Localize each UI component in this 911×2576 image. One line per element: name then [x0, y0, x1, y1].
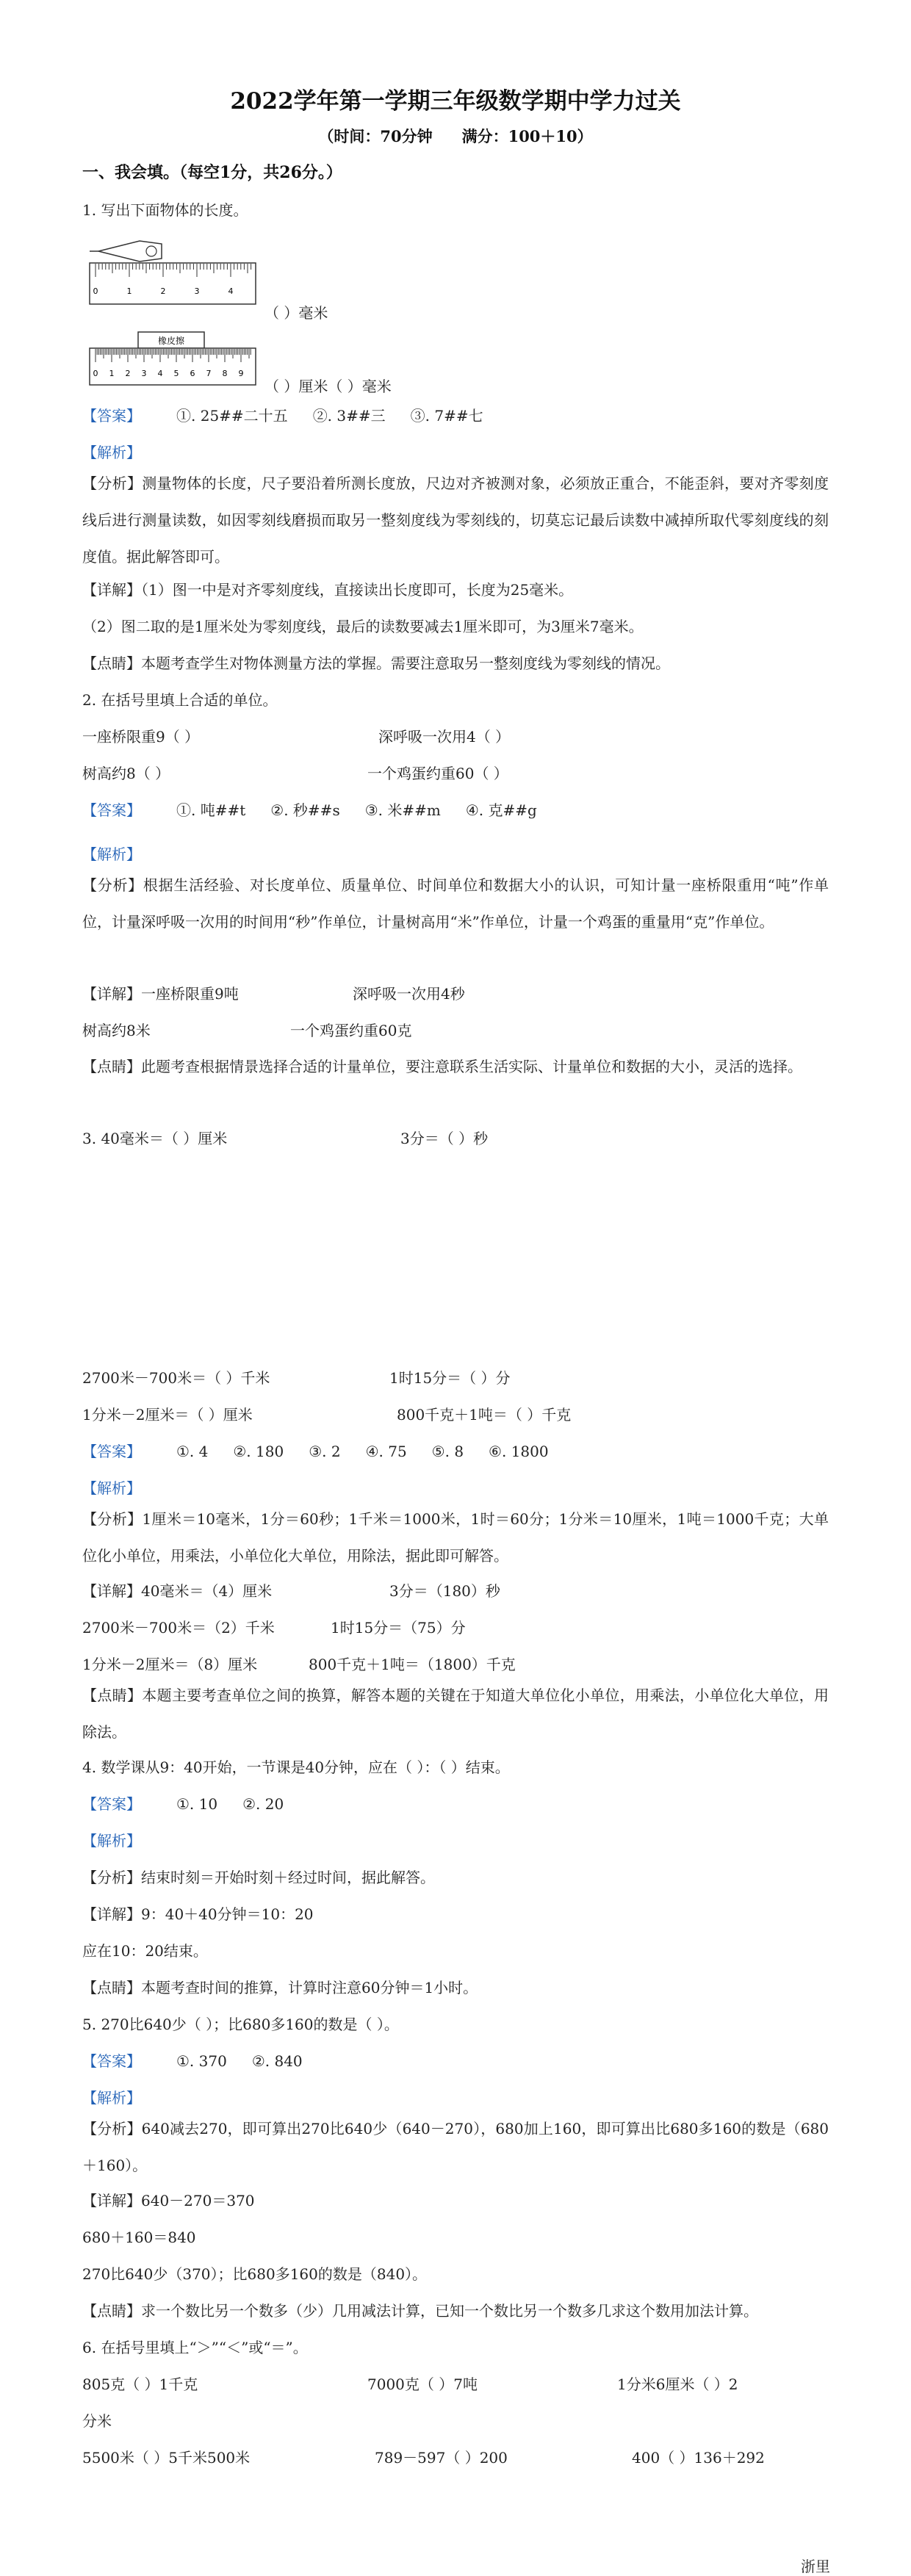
- score-info: 满分：100＋10）: [461, 127, 593, 145]
- q6-row2c: 400（ ）136＋292: [632, 2449, 765, 2467]
- q2-row1b: 深呼吸一次用4（ ）: [378, 728, 511, 746]
- ruler-tick-label: 0: [93, 369, 98, 378]
- q4-xiangjie: 【详解】9：40＋40分钟＝10：20: [82, 1905, 314, 1923]
- q5-xiangjie-2: 680＋160＝840: [82, 2229, 196, 2246]
- q3-analysis-label: 【解析】: [82, 1479, 141, 1497]
- ruler-tick-label: 2: [160, 286, 166, 296]
- q2-xiangjie-a: 【详解】一座桥限重9吨: [82, 985, 239, 1003]
- ruler-tick-label: 4: [228, 286, 234, 296]
- q4-fenxi: 【分析】结束时刻＝开始时刻＋经过时间，据此解答。: [82, 1869, 435, 1886]
- q3-line1b: 3分＝（ ）秒: [400, 1130, 489, 1147]
- eraser-label: 橡皮擦: [157, 336, 185, 346]
- q2-stem: 2. 在括号里填上合适的单位。: [82, 691, 278, 709]
- q6-row1b: 7000克（ ）7吨: [367, 2375, 478, 2393]
- q5-fenxi: 【分析】640减去270，即可算出270比640少（640－270），680加上160，即可算出比680多160的数是（680＋160）。: [82, 2120, 829, 2174]
- q6-row2b: 789－597（ ）200: [375, 2449, 508, 2467]
- ruler-tick-label: 4: [157, 369, 163, 378]
- q1-xiangjie-2: （2）图二取的是1厘米处为零刻度线，最后的读数要减去1厘米即可，为3厘米7毫米。: [82, 618, 644, 635]
- q1-stem: 1. 写出下面物体的长度。: [82, 201, 248, 219]
- q6-row1a: 805克（ ）1千克: [82, 2375, 198, 2393]
- ruler-tick-label: 3: [141, 369, 147, 378]
- q5-answer: 【答案】 ①. 370 ②. 840: [82, 2052, 303, 2070]
- q1-line2: （ ）厘米（ ）毫米: [264, 378, 392, 395]
- q3-fenxi: 【分析】1厘米＝10毫米，1分＝60秒；1千米＝1000米，1时＝60分；1分米＝10厘米，1吨＝1000千克；大单位化小单位，用乘法，小单位化大单位，用除法，据此即可解答。: [82, 1510, 829, 1565]
- q1-fenxi: 【分析】测量物体的长度，尺子要沿着所测长度放，尺边对齐被测对象，必须放正重合，不能歪斜，要对齐零刻度线后进行测量读数，如因零刻线磨损而取另一整刻度线为零刻线的，切莫忘记最后读数中减掉所取代零刻度线的刻度值。据此解答即可。: [82, 475, 829, 566]
- section-heading: 一、我会填。（每空1分，共26分。）: [82, 163, 342, 182]
- ruler-tick-label: 9: [238, 369, 244, 378]
- ruler-tick-label: 3: [194, 286, 200, 296]
- q2-dianjing: 【点睛】此题考查根据情景选择合适的计量单位，要注意联系生活实际、计量单位和数据的大小，灵活的选择。: [82, 1058, 802, 1075]
- ruler-tick-label: 5: [173, 369, 179, 378]
- q6-stem: 6. 在括号里填上“＞”“＜”或“＝”。: [82, 2339, 308, 2356]
- q2-xiangjie-b: 深呼吸一次用4秒: [353, 985, 465, 1003]
- q5-xiangjie-3: 270比640少（370）；比680多160的数是（840）。: [82, 2265, 428, 2283]
- q4-answer: 【答案】 ①. 10 ②. 20: [82, 1795, 284, 1813]
- q4-xiangjie-2: 应在10：20结束。: [82, 1942, 208, 1960]
- ruler-tick-label: 1: [109, 369, 115, 378]
- pen-icon: [90, 241, 162, 261]
- q5-analysis-label: 【解析】: [82, 2089, 141, 2107]
- q3-xiangjie-2a: 2700米－700米＝（2）千米: [82, 1619, 275, 1637]
- q2-xiangjie-c: 树高约8米: [82, 1022, 151, 1039]
- q3-line3a: 1分米－2厘米＝（ ）厘米: [82, 1406, 253, 1424]
- q2-row1a: 一座桥限重9（ ）: [82, 728, 200, 746]
- q3-line2a: 2700米－700米＝（ ）千米: [82, 1369, 270, 1387]
- q3-xiangjie-3a: 1分米－2厘米＝（8）厘米: [82, 1656, 258, 1673]
- ruler-tick-label: 7: [206, 369, 212, 378]
- q3-xiangjie-1b: 3分＝（180）秒: [389, 1582, 500, 1600]
- q3-dianjing: 【点睛】本题主要考查单位之间的换算，解答本题的关键在于知道大单位化小单位，用乘法，小单位化大单位，用除法。: [82, 1686, 829, 1741]
- q3-xiangjie-1a: 【详解】40毫米＝（4）厘米: [82, 1582, 273, 1600]
- q3-line2b: 1时15分＝（ ）分: [389, 1369, 511, 1387]
- q2-answer: 【答案】 ①. 吨##t ②. 秒##s ③. 米##m ④. 克##g: [82, 801, 537, 819]
- time-info: （时间：70分钟: [318, 127, 433, 145]
- q6-row2a: 5500米（ ）5千米500米: [82, 2449, 251, 2467]
- q3-answer: 【答案】 ①. 4 ②. 180 ③. 2 ④. 75 ⑤. 8 ⑥. 1800: [82, 1443, 549, 1460]
- ruler-tick-label: 0: [93, 286, 98, 296]
- q6-row1c: 1分米6厘米（ ）2: [617, 2375, 738, 2393]
- q4-analysis-label: 【解析】: [82, 1832, 141, 1850]
- q2-row2b: 一个鸡蛋约重60（ ）: [367, 765, 508, 782]
- q3-xiangjie-3b: 800千克＋1吨＝（1800）千克: [309, 1656, 516, 1673]
- ruler-figure-1: [88, 234, 257, 307]
- q5-dianjing: 【点睛】求一个数比另一个数多（少）几用减法计算，已知一个数比另一个数多几求这个数用加法计算。: [82, 2302, 758, 2320]
- q1-xiangjie-1: 【详解】（1）图一中是对齐零刻度线，直接读出长度即可，长度为25毫米。: [82, 581, 574, 599]
- q3-line1a: 3. 40毫米＝（ ）厘米: [82, 1130, 228, 1147]
- q4-stem: 4. 数学课从9：40开始，一节课是40分钟，应在（ ）：（ ）结束。: [82, 1758, 510, 1776]
- q6-row1d: 分米: [82, 2412, 112, 2430]
- q1-answer: 【答案】 ①. 25##二十五 ②. 3##三 ③. 7##七: [82, 407, 483, 425]
- q2-analysis-label: 【解析】: [82, 845, 141, 863]
- page-footer: 浙里: [801, 2558, 830, 2575]
- q4-dianjing: 【点睛】本题考查时间的推算，计算时注意60分钟＝1小时。: [82, 1979, 478, 1996]
- q1-dianjing: 【点睛】本题考查学生对物体测量方法的掌握。需要注意取另一整刻度线为零刻线的情况。: [82, 654, 670, 672]
- q5-xiangjie-1: 【详解】640－270＝370: [82, 2192, 255, 2209]
- ruler-tick-label: 2: [125, 369, 131, 378]
- page-title: 2022学年第一学期三年级数学期中学力过关: [230, 88, 681, 115]
- q3-line3b: 800千克＋1吨＝（ ）千克: [397, 1406, 572, 1424]
- ruler-tick-label: 8: [222, 369, 228, 378]
- q5-stem: 5. 270比640少（ ）；比680多160的数是（ ）。: [82, 2016, 399, 2033]
- ruler-tick-label: 6: [190, 369, 195, 378]
- q2-xiangjie-d: 一个鸡蛋约重60克: [290, 1022, 412, 1039]
- q3-xiangjie-2b: 1时15分＝（75）分: [331, 1619, 466, 1637]
- page-subtitle: [0, 125, 911, 147]
- ruler-tick-label: 1: [126, 286, 132, 296]
- q1-analysis-label: 【解析】: [82, 444, 141, 461]
- q2-row2a: 树高约8（ ）: [82, 765, 170, 782]
- q1-line1: （ ）毫米: [264, 304, 328, 322]
- q2-fenxi: 【分析】根据生活经验、对长度单位、质量单位、时间单位和数据大小的认识，可知计量一座桥限重用“吨”作单位，计量深呼吸一次用的时间用“秒”作单位，计量树高用“米”作单位，计量一个鸡蛋的重量用“克”作单位。: [82, 876, 829, 931]
- ruler-figure-2: [88, 331, 257, 389]
